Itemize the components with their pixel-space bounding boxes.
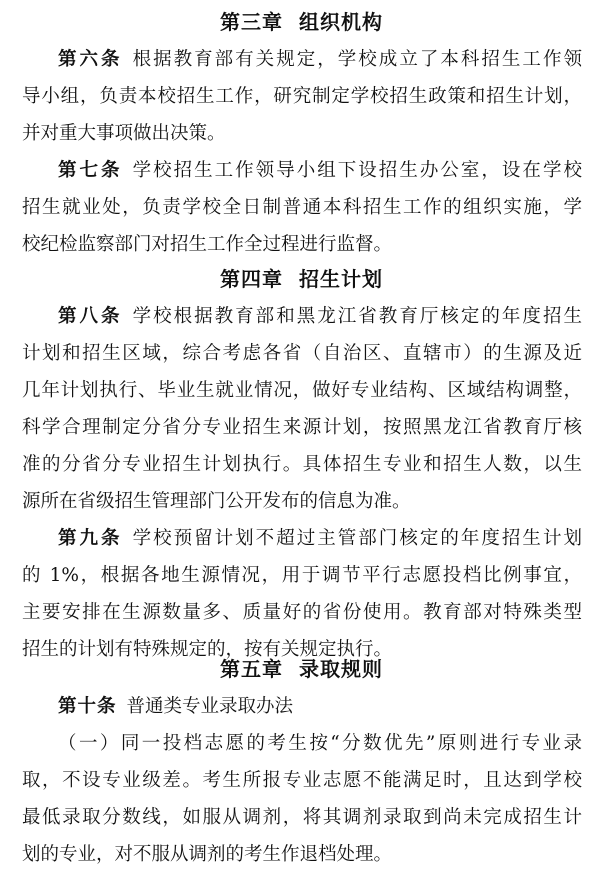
article-6-label: 第六条 — [58, 49, 123, 70]
article-7-label: 第七条 — [58, 160, 123, 181]
article-7-line-1: 第七条 学校招生工作领导小组下设招生办公室，设在学校 — [58, 160, 582, 181]
clause-1-line-3: 最低录取分数线，如服从调剂，将其调剂录取到尚未完成招生计 — [22, 807, 582, 828]
article-8-label: 第八条 — [58, 306, 123, 327]
article-9-line-2: 的 1%，根据各地生源情况，用于调节平行志愿投档比例事宜， — [22, 565, 582, 586]
article-8-line-5: 准的分省分专业招生计划执行。具体招生专业和招生人数，以生 — [22, 454, 582, 475]
article-10-line-1: 第十条 普通类专业录取办法 — [58, 696, 294, 717]
article-6 — [22, 41, 582, 152]
article-7 — [22, 152, 582, 263]
clause-1 — [22, 725, 582, 873]
article-8-line-1: 第八条 学校根据教育部和黑龙江省教育厅核定的年度招生 — [58, 306, 582, 327]
article-6-line-2: 导小组，负责本校招生工作，研究制定学校招生政策和招生计划， — [22, 86, 582, 107]
article-9-line-3: 主要安排在生源数量多、质量好的省份使用。教育部对特殊类型 — [22, 602, 582, 623]
clause-1-line-2: 取，不设专业级差。考生所报专业志愿不能满足时，且达到学校 — [22, 770, 582, 791]
article-9-line-1: 第九条 学校预留计划不超过主管部门核定的年度招生计划 — [58, 528, 582, 549]
article-7-line-3: 校纪检监察部门对招生工作全过程进行监督。 — [22, 234, 393, 255]
article-10-label: 第十条 — [58, 696, 117, 717]
article-7-line-2: 招生就业处，负责学校全日制普通本科招生工作的组织实施，学 — [22, 197, 582, 218]
article-6-line-3: 并对重大事项做出决策。 — [22, 123, 226, 144]
chapter-4-heading: 第四章 招生计划 — [220, 267, 383, 291]
article-8 — [22, 298, 582, 520]
article-6-line-1: 第六条 根据教育部有关规定，学校成立了本科招生工作领 — [58, 49, 582, 70]
article-8-line-4: 科学合理制定分省分专业招生来源计划，按照黑龙江省教育厅核 — [22, 417, 582, 438]
article-9-label: 第九条 — [58, 528, 123, 549]
chapter-3-heading: 第三章 组织机构 — [220, 10, 383, 34]
article-8-line-3: 几年计划执行、毕业生就业情况，做好专业结构、区域结构调整， — [22, 380, 582, 401]
article-8-line-2: 计划和招生区域，综合考虑各省（自治区、直辖市）的生源及近 — [22, 343, 582, 364]
article-8-line-6: 源所在省级招生管理部门公开发布的信息为准。 — [22, 491, 411, 512]
article-9 — [22, 520, 582, 668]
clause-1-line-1: （一）同一投档志愿的考生按“分数优先”原则进行专业录 — [58, 733, 582, 754]
clause-1-line-4: 划的专业，对不服从调剂的考生作退档处理。 — [22, 844, 393, 865]
article-9-line-4: 招生的计划有特殊规定的，按有关规定执行。 — [22, 639, 393, 660]
article-10 — [22, 688, 582, 725]
chapter-5-heading: 第五章 录取规则 — [220, 657, 383, 681]
